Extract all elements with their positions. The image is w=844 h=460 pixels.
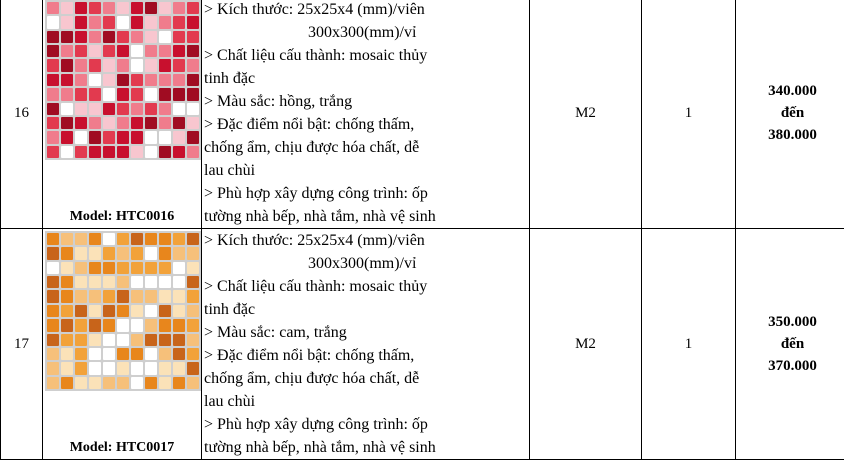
mosaic-chip xyxy=(145,88,157,100)
mosaic-chip xyxy=(75,290,87,302)
mosaic-chip xyxy=(131,88,143,100)
quantity-cell: 1 xyxy=(642,0,736,229)
mosaic-chip xyxy=(187,146,199,158)
mosaic-chip xyxy=(75,334,87,346)
mosaic-chip xyxy=(187,59,199,71)
mosaic-chip xyxy=(89,146,101,158)
mosaic-chip xyxy=(103,276,115,288)
price-from: 340.000 xyxy=(736,80,844,102)
mosaic-chip xyxy=(47,348,59,360)
mosaic-chip xyxy=(117,290,129,302)
mosaic-chip xyxy=(47,377,59,389)
mosaic-chip xyxy=(187,362,199,374)
mosaic-chip xyxy=(89,88,101,100)
mosaic-chip xyxy=(103,31,115,43)
mosaic-chip xyxy=(159,31,171,43)
mosaic-chip xyxy=(131,362,143,374)
price-separator: đến xyxy=(736,102,844,124)
mosaic-chip xyxy=(117,247,129,259)
mosaic-chip xyxy=(131,74,143,86)
mosaic-chip xyxy=(103,117,115,129)
mosaic-chip xyxy=(131,59,143,71)
mosaic-chip xyxy=(117,362,129,374)
mosaic-chip xyxy=(47,59,59,71)
mosaic-chip xyxy=(173,31,185,43)
desc-line: > Kích thước: 25x25x4 (mm)/viên xyxy=(204,229,529,252)
description-cell xyxy=(202,0,530,229)
mosaic-chip xyxy=(117,319,129,331)
mosaic-chip xyxy=(117,16,129,28)
mosaic-chip xyxy=(173,146,185,158)
mosaic-chip xyxy=(131,16,143,28)
mosaic-chip xyxy=(61,103,73,115)
mosaic-chip xyxy=(145,334,157,346)
mosaic-chip xyxy=(159,290,171,302)
price-to: 380.000 xyxy=(736,124,844,146)
mosaic-chip xyxy=(187,290,199,302)
desc-line: chống ẩm, chịu được hóa chất, dễ xyxy=(204,367,529,390)
mosaic-chip xyxy=(89,247,101,259)
mosaic-chip xyxy=(61,276,73,288)
mosaic-chip xyxy=(89,305,101,317)
mosaic-chip xyxy=(187,117,199,129)
mosaic-chip xyxy=(145,262,157,274)
mosaic-chip xyxy=(47,88,59,100)
mosaic-chip xyxy=(103,334,115,346)
mosaic-chip xyxy=(103,377,115,389)
mosaic-chip xyxy=(131,319,143,331)
mosaic-chip xyxy=(117,2,129,14)
mosaic-chip xyxy=(159,74,171,86)
mosaic-chip xyxy=(75,362,87,374)
desc-line: > Chất liệu cấu thành: mosaic thủy xyxy=(204,44,529,67)
mosaic-chip xyxy=(145,2,157,14)
mosaic-chip xyxy=(89,16,101,28)
mosaic-chip xyxy=(89,377,101,389)
mosaic-chip xyxy=(117,74,129,86)
mosaic-chip xyxy=(173,74,185,86)
mosaic-chip xyxy=(159,131,171,143)
price-to: 370.000 xyxy=(736,355,844,377)
table-row xyxy=(1,0,844,229)
mosaic-chip xyxy=(75,31,87,43)
mosaic-chip xyxy=(173,59,185,71)
mosaic-chip xyxy=(61,59,73,71)
desc-line: lau chùi xyxy=(204,390,529,413)
mosaic-chip xyxy=(131,290,143,302)
unit-cell: M2 xyxy=(530,0,642,229)
mosaic-chip xyxy=(187,319,199,331)
mosaic-chip xyxy=(89,276,101,288)
mosaic-chip xyxy=(145,362,157,374)
desc-line: lau chùi xyxy=(204,159,529,182)
mosaic-chip xyxy=(61,16,73,28)
mosaic-chip xyxy=(173,2,185,14)
mosaic-chip xyxy=(117,305,129,317)
mosaic-chip xyxy=(187,377,199,389)
description-cell xyxy=(202,229,530,460)
mosaic-chip xyxy=(131,247,143,259)
mosaic-chip xyxy=(61,74,73,86)
mosaic-chip xyxy=(145,319,157,331)
mosaic-chip xyxy=(61,233,73,245)
model-label: Model: HTC0016 xyxy=(43,209,201,225)
mosaic-chip xyxy=(47,103,59,115)
mosaic-chip xyxy=(75,305,87,317)
mosaic-chip xyxy=(61,117,73,129)
mosaic-chip xyxy=(145,247,157,259)
mosaic-chip xyxy=(89,131,101,143)
mosaic-chip xyxy=(145,276,157,288)
mosaic-chip xyxy=(89,362,101,374)
mosaic-chip xyxy=(103,131,115,143)
mosaic-chip xyxy=(173,16,185,28)
quantity-cell: 1 xyxy=(642,229,736,460)
mosaic-chip xyxy=(103,45,115,57)
mosaic-chip xyxy=(61,305,73,317)
mosaic-chip xyxy=(145,117,157,129)
mosaic-chip xyxy=(75,146,87,158)
mosaic-chip xyxy=(61,247,73,259)
mosaic-chip xyxy=(103,146,115,158)
mosaic-chip xyxy=(159,362,171,374)
mosaic-chip xyxy=(187,233,199,245)
mosaic-chip xyxy=(131,131,143,143)
mosaic-chip xyxy=(187,74,199,86)
mosaic-chip xyxy=(61,2,73,14)
mosaic-chip xyxy=(47,290,59,302)
mosaic-chip xyxy=(103,74,115,86)
mosaic-chip xyxy=(47,362,59,374)
mosaic-chip xyxy=(47,334,59,346)
mosaic-chip xyxy=(47,131,59,143)
mosaic-chip xyxy=(117,59,129,71)
mosaic-chip xyxy=(187,45,199,57)
unit-cell: M2 xyxy=(530,229,642,460)
mosaic-chip xyxy=(145,305,157,317)
mosaic-chip xyxy=(159,276,171,288)
mosaic-chip xyxy=(89,2,101,14)
desc-line: > Phù hợp xây dựng công trình: ốp xyxy=(204,413,529,436)
mosaic-chip xyxy=(47,117,59,129)
mosaic-chip xyxy=(75,74,87,86)
mosaic-chip xyxy=(75,262,87,274)
mosaic-chip xyxy=(131,146,143,158)
mosaic-chip xyxy=(75,117,87,129)
mosaic-chip xyxy=(159,45,171,57)
mosaic-chip xyxy=(61,362,73,374)
mosaic-chip xyxy=(117,146,129,158)
mosaic-chip xyxy=(187,262,199,274)
desc-line: 300x300(mm)/vỉ xyxy=(204,21,529,44)
mosaic-chip xyxy=(145,103,157,115)
mosaic-chip xyxy=(187,348,199,360)
mosaic-chip xyxy=(75,319,87,331)
mosaic-chip xyxy=(89,103,101,115)
mosaic-chip xyxy=(173,276,185,288)
mosaic-chip xyxy=(131,348,143,360)
mosaic-chip xyxy=(75,88,87,100)
desc-line: tinh đặc xyxy=(204,298,529,321)
mosaic-chip xyxy=(159,2,171,14)
mosaic-chip xyxy=(47,247,59,259)
desc-line: > Màu sắc: cam, trắng xyxy=(204,321,529,344)
mosaic-chip xyxy=(61,348,73,360)
mosaic-chip xyxy=(117,262,129,274)
mosaic-chip xyxy=(117,103,129,115)
mosaic-chip xyxy=(47,45,59,57)
desc-line: > Chất liệu cấu thành: mosaic thủy xyxy=(204,275,529,298)
mosaic-chip xyxy=(75,16,87,28)
mosaic-chip xyxy=(187,88,199,100)
price-from: 350.000 xyxy=(736,311,844,333)
mosaic-chip xyxy=(103,16,115,28)
mosaic-chip xyxy=(173,117,185,129)
mosaic-chip xyxy=(89,45,101,57)
mosaic-chip xyxy=(89,74,101,86)
mosaic-chip xyxy=(117,88,129,100)
mosaic-chip xyxy=(103,88,115,100)
mosaic-chip xyxy=(159,59,171,71)
mosaic-chip xyxy=(145,377,157,389)
mosaic-chip xyxy=(173,262,185,274)
mosaic-chip xyxy=(159,16,171,28)
product-image-cell xyxy=(43,229,202,460)
mosaic-chip xyxy=(47,276,59,288)
mosaic-tile-image xyxy=(45,231,201,391)
mosaic-chip xyxy=(173,334,185,346)
mosaic-chip xyxy=(145,45,157,57)
mosaic-chip xyxy=(47,233,59,245)
mosaic-chip xyxy=(173,362,185,374)
mosaic-chip xyxy=(173,319,185,331)
mosaic-chip xyxy=(173,233,185,245)
mosaic-chip xyxy=(75,377,87,389)
mosaic-chip xyxy=(75,2,87,14)
mosaic-chip xyxy=(61,45,73,57)
mosaic-chip xyxy=(131,45,143,57)
mosaic-chip xyxy=(47,16,59,28)
mosaic-chip xyxy=(103,233,115,245)
mosaic-chip xyxy=(75,103,87,115)
mosaic-chip xyxy=(61,131,73,143)
mosaic-chip xyxy=(173,131,185,143)
mosaic-chip xyxy=(145,348,157,360)
mosaic-chip xyxy=(89,348,101,360)
mosaic-chip xyxy=(159,247,171,259)
mosaic-chip xyxy=(173,247,185,259)
mosaic-chip xyxy=(145,146,157,158)
mosaic-chip xyxy=(75,59,87,71)
mosaic-chip xyxy=(61,88,73,100)
mosaic-chip xyxy=(103,290,115,302)
mosaic-chip xyxy=(75,276,87,288)
mosaic-chip xyxy=(159,103,171,115)
mosaic-chip xyxy=(103,2,115,14)
mosaic-chip xyxy=(173,290,185,302)
mosaic-chip xyxy=(173,45,185,57)
mosaic-chip xyxy=(187,103,199,115)
mosaic-chip xyxy=(131,31,143,43)
mosaic-chip xyxy=(187,31,199,43)
mosaic-chip xyxy=(75,233,87,245)
mosaic-chip xyxy=(103,362,115,374)
mosaic-chip xyxy=(173,103,185,115)
desc-line: chống ẩm, chịu được hóa chất, dễ xyxy=(204,136,529,159)
mosaic-chip xyxy=(61,262,73,274)
mosaic-chip xyxy=(103,59,115,71)
mosaic-chip xyxy=(145,233,157,245)
mosaic-chip xyxy=(131,262,143,274)
mosaic-chip xyxy=(159,377,171,389)
mosaic-chip xyxy=(159,146,171,158)
mosaic-chip xyxy=(173,88,185,100)
mosaic-chip xyxy=(89,59,101,71)
mosaic-chip xyxy=(131,334,143,346)
price-separator: đến xyxy=(736,333,844,355)
mosaic-chip xyxy=(61,31,73,43)
mosaic-chip xyxy=(61,319,73,331)
price-cell xyxy=(736,0,844,229)
mosaic-chip xyxy=(75,247,87,259)
mosaic-chip xyxy=(89,117,101,129)
mosaic-chip xyxy=(131,103,143,115)
mosaic-chip xyxy=(145,16,157,28)
mosaic-chip xyxy=(103,247,115,259)
mosaic-chip xyxy=(159,319,171,331)
desc-line: tường nhà bếp, nhà tắm, nhà vệ sinh xyxy=(204,436,529,459)
desc-line: > Kích thước: 25x25x4 (mm)/viên xyxy=(204,0,529,21)
desc-line: > Đặc điểm nổi bật: chống thấm, xyxy=(204,344,529,367)
mosaic-chip xyxy=(117,348,129,360)
mosaic-chip xyxy=(89,319,101,331)
table-row xyxy=(1,229,844,460)
mosaic-chip xyxy=(117,377,129,389)
mosaic-chip xyxy=(117,334,129,346)
mosaic-chip xyxy=(75,45,87,57)
mosaic-chip xyxy=(187,2,199,14)
mosaic-chip xyxy=(173,348,185,360)
mosaic-chip xyxy=(75,348,87,360)
mosaic-chip xyxy=(131,276,143,288)
mosaic-chip xyxy=(145,59,157,71)
mosaic-tile-image xyxy=(45,0,201,160)
mosaic-chip xyxy=(75,131,87,143)
mosaic-chip xyxy=(89,233,101,245)
mosaic-chip xyxy=(117,31,129,43)
mosaic-chip xyxy=(159,334,171,346)
mosaic-chip xyxy=(103,262,115,274)
mosaic-chip xyxy=(131,117,143,129)
price-cell xyxy=(736,229,844,460)
desc-line: > Phù hợp xây dựng công trình: ốp xyxy=(204,182,529,205)
mosaic-chip xyxy=(47,319,59,331)
mosaic-chip xyxy=(187,305,199,317)
desc-line: 300x300(mm)/vỉ xyxy=(204,252,529,275)
mosaic-chip xyxy=(117,233,129,245)
row-number: 16 xyxy=(1,0,43,229)
mosaic-chip xyxy=(117,45,129,57)
mosaic-chip xyxy=(47,146,59,158)
mosaic-chip xyxy=(47,31,59,43)
mosaic-chip xyxy=(145,131,157,143)
mosaic-chip xyxy=(187,247,199,259)
mosaic-chip xyxy=(131,2,143,14)
mosaic-chip xyxy=(187,16,199,28)
mosaic-chip xyxy=(47,74,59,86)
desc-line: > Đặc điểm nổi bật: chống thấm, xyxy=(204,113,529,136)
row-number: 17 xyxy=(1,229,43,460)
mosaic-chip xyxy=(61,290,73,302)
product-image-cell xyxy=(43,0,202,229)
desc-line: tường nhà bếp, nhà tắm, nhà vệ sinh xyxy=(204,205,529,228)
mosaic-chip xyxy=(47,2,59,14)
mosaic-chip xyxy=(145,290,157,302)
mosaic-chip xyxy=(117,117,129,129)
mosaic-chip xyxy=(47,305,59,317)
mosaic-chip xyxy=(131,305,143,317)
mosaic-chip xyxy=(89,31,101,43)
mosaic-chip xyxy=(131,377,143,389)
mosaic-chip xyxy=(173,305,185,317)
mosaic-chip xyxy=(159,233,171,245)
mosaic-chip xyxy=(89,262,101,274)
mosaic-chip xyxy=(187,276,199,288)
mosaic-chip xyxy=(187,131,199,143)
mosaic-chip xyxy=(145,31,157,43)
mosaic-chip xyxy=(159,348,171,360)
mosaic-chip xyxy=(47,262,59,274)
mosaic-chip xyxy=(159,117,171,129)
mosaic-chip xyxy=(145,74,157,86)
mosaic-chip xyxy=(89,290,101,302)
mosaic-chip xyxy=(187,334,199,346)
mosaic-chip xyxy=(103,348,115,360)
mosaic-chip xyxy=(103,319,115,331)
mosaic-chip xyxy=(117,131,129,143)
mosaic-chip xyxy=(103,305,115,317)
mosaic-chip xyxy=(117,276,129,288)
mosaic-chip xyxy=(61,377,73,389)
mosaic-chip xyxy=(159,262,171,274)
mosaic-chip xyxy=(131,233,143,245)
mosaic-chip xyxy=(173,377,185,389)
mosaic-chip xyxy=(103,103,115,115)
desc-line: > Màu sắc: hồng, trắng xyxy=(204,90,529,113)
mosaic-chip xyxy=(61,334,73,346)
desc-line: tinh đặc xyxy=(204,67,529,90)
model-label: Model: HTC0017 xyxy=(43,440,201,456)
mosaic-chip xyxy=(89,334,101,346)
mosaic-chip xyxy=(159,88,171,100)
mosaic-chip xyxy=(159,305,171,317)
mosaic-chip xyxy=(61,146,73,158)
